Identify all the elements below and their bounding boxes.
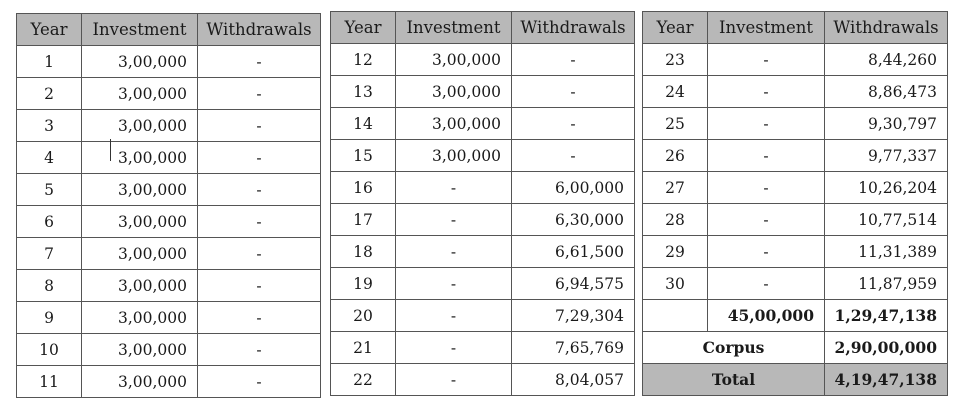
withdrawals-cell: - — [198, 238, 321, 270]
investment-cell: - — [708, 108, 825, 140]
table-years-1-11 — [16, 13, 321, 398]
withdrawals-cell: - — [512, 108, 635, 140]
table-body — [331, 44, 635, 396]
table-row — [643, 76, 948, 108]
withdrawals-cell: 7,29,304 — [512, 300, 635, 332]
text-cursor — [110, 139, 111, 161]
withdrawals-cell: 8,04,057 — [512, 364, 635, 396]
table-row — [643, 204, 948, 236]
year-cell: 30 — [643, 268, 708, 300]
year-cell: 7 — [17, 238, 82, 270]
corpus-row — [643, 332, 948, 364]
table-row — [331, 300, 635, 332]
investment-cell: 3,00,000 — [396, 76, 512, 108]
withdrawals-cell: 10,77,514 — [825, 204, 948, 236]
withdrawals-cell: - — [198, 110, 321, 142]
investment-cell: 3,00,000 — [396, 44, 512, 76]
investment-cell: 3,00,000 — [82, 110, 198, 142]
investment-cell: - — [708, 140, 825, 172]
table-row — [643, 44, 948, 76]
withdrawals-cell: 6,61,500 — [512, 236, 635, 268]
header-investment: Investment — [396, 12, 512, 44]
year-cell: 4 — [17, 142, 82, 174]
investment-cell: 3,00,000 — [82, 206, 198, 238]
withdrawals-cell: - — [198, 78, 321, 110]
table-row — [331, 172, 635, 204]
corpus-value: 2,90,00,000 — [825, 332, 948, 364]
header-year: Year — [17, 14, 82, 46]
withdrawals-cell: 7,65,769 — [512, 332, 635, 364]
year-cell: 15 — [331, 140, 396, 172]
year-cell: 2 — [17, 78, 82, 110]
table-row — [17, 366, 321, 398]
table-row — [17, 110, 321, 142]
withdrawals-cell: - — [512, 140, 635, 172]
sum-row — [643, 300, 948, 332]
year-cell: 5 — [17, 174, 82, 206]
table-row — [331, 140, 635, 172]
withdrawals-cell: - — [512, 76, 635, 108]
header-withdrawals: Withdrawals — [512, 12, 635, 44]
investment-cell: 3,00,000 — [82, 174, 198, 206]
total-row — [643, 364, 948, 396]
withdrawals-cell: 6,94,575 — [512, 268, 635, 300]
table-row — [643, 268, 948, 300]
withdrawals-cell: 11,31,389 — [825, 236, 948, 268]
table-row — [331, 76, 635, 108]
year-cell: 21 — [331, 332, 396, 364]
withdrawals-cell: - — [198, 46, 321, 78]
year-cell: 29 — [643, 236, 708, 268]
table-row — [17, 142, 321, 174]
sum-withdrawals: 1,29,47,138 — [825, 300, 948, 332]
withdrawals-cell: 11,87,959 — [825, 268, 948, 300]
withdrawals-cell: 9,30,797 — [825, 108, 948, 140]
year-cell: 17 — [331, 204, 396, 236]
investment-cell: - — [396, 300, 512, 332]
header-year: Year — [331, 12, 396, 44]
withdrawals-cell: - — [198, 270, 321, 302]
table-row — [643, 140, 948, 172]
table-row — [17, 270, 321, 302]
investment-cell: - — [396, 268, 512, 300]
year-cell: 1 — [17, 46, 82, 78]
table-body — [643, 44, 948, 300]
table-row — [331, 108, 635, 140]
year-cell: 8 — [17, 270, 82, 302]
table-years-23-30 — [642, 11, 948, 396]
table-row — [17, 206, 321, 238]
year-cell: 6 — [17, 206, 82, 238]
table-row — [331, 236, 635, 268]
year-cell: 16 — [331, 172, 396, 204]
investment-cell: - — [708, 44, 825, 76]
table-row — [331, 44, 635, 76]
investment-cell: - — [396, 332, 512, 364]
withdrawals-cell: - — [198, 334, 321, 366]
investment-cell: - — [396, 172, 512, 204]
header-year: Year — [643, 12, 708, 44]
investment-cell: 3,00,000 — [82, 366, 198, 398]
year-cell: 27 — [643, 172, 708, 204]
investment-cell: 3,00,000 — [82, 46, 198, 78]
sum-investment: 45,00,000 — [708, 300, 825, 332]
table-row — [331, 332, 635, 364]
year-cell: 12 — [331, 44, 396, 76]
investment-cell: - — [396, 236, 512, 268]
header-investment: Investment — [82, 14, 198, 46]
year-cell: 14 — [331, 108, 396, 140]
year-cell: 20 — [331, 300, 396, 332]
table-row — [17, 334, 321, 366]
year-cell: 10 — [17, 334, 82, 366]
investment-cell: - — [396, 364, 512, 396]
withdrawals-cell: 10,26,204 — [825, 172, 948, 204]
year-cell: 22 — [331, 364, 396, 396]
withdrawals-cell: - — [198, 142, 321, 174]
year-cell: 23 — [643, 44, 708, 76]
investment-cell: 3,00,000 — [82, 270, 198, 302]
table-header-row — [331, 12, 635, 44]
investment-cell: 3,00,000 — [82, 302, 198, 334]
year-cell: 19 — [331, 268, 396, 300]
withdrawals-cell: - — [198, 366, 321, 398]
year-cell: 26 — [643, 140, 708, 172]
year-cell: 3 — [17, 110, 82, 142]
investment-cell: 3,00,000 — [396, 108, 512, 140]
table-header-row — [643, 12, 948, 44]
withdrawals-cell: - — [198, 302, 321, 334]
header-investment: Investment — [708, 12, 825, 44]
table-row — [643, 108, 948, 140]
sum-year-cell — [643, 300, 708, 332]
table-row — [331, 268, 635, 300]
table-row — [17, 46, 321, 78]
table-row — [17, 302, 321, 334]
year-cell: 28 — [643, 204, 708, 236]
investment-cell: 3,00,000 — [82, 78, 198, 110]
investment-cell: 3,00,000 — [82, 334, 198, 366]
summary-rows — [643, 300, 948, 396]
table-body — [17, 46, 321, 398]
investment-cell: - — [708, 76, 825, 108]
table-row — [643, 236, 948, 268]
total-label: Total — [643, 364, 825, 396]
year-cell: 25 — [643, 108, 708, 140]
withdrawals-cell: - — [198, 206, 321, 238]
withdrawals-cell: 6,30,000 — [512, 204, 635, 236]
investment-cell: - — [708, 236, 825, 268]
table-row — [17, 174, 321, 206]
investment-cell: - — [396, 204, 512, 236]
investment-cell: - — [708, 268, 825, 300]
withdrawals-cell: 8,44,260 — [825, 44, 948, 76]
corpus-label: Corpus — [643, 332, 825, 364]
investment-cell: - — [708, 172, 825, 204]
withdrawals-cell: 6,00,000 — [512, 172, 635, 204]
withdrawals-cell: 9,77,337 — [825, 140, 948, 172]
table-row — [17, 78, 321, 110]
year-cell: 24 — [643, 76, 708, 108]
investment-cell: 3,00,000 — [396, 140, 512, 172]
table-header-row — [17, 14, 321, 46]
header-withdrawals: Withdrawals — [825, 12, 948, 44]
table-years-12-22 — [330, 11, 635, 396]
year-cell: 11 — [17, 366, 82, 398]
table-row — [643, 172, 948, 204]
withdrawals-cell: - — [512, 44, 635, 76]
header-withdrawals: Withdrawals — [198, 14, 321, 46]
table-row — [331, 364, 635, 396]
withdrawals-cell: 8,86,473 — [825, 76, 948, 108]
investment-cell: 3,00,000 — [82, 142, 198, 174]
investment-cell: - — [708, 204, 825, 236]
table-row — [331, 204, 635, 236]
year-cell: 9 — [17, 302, 82, 334]
withdrawals-cell: - — [198, 174, 321, 206]
total-value: 4,19,47,138 — [825, 364, 948, 396]
year-cell: 18 — [331, 236, 396, 268]
year-cell: 13 — [331, 76, 396, 108]
table-row — [17, 238, 321, 270]
investment-cell: 3,00,000 — [82, 238, 198, 270]
